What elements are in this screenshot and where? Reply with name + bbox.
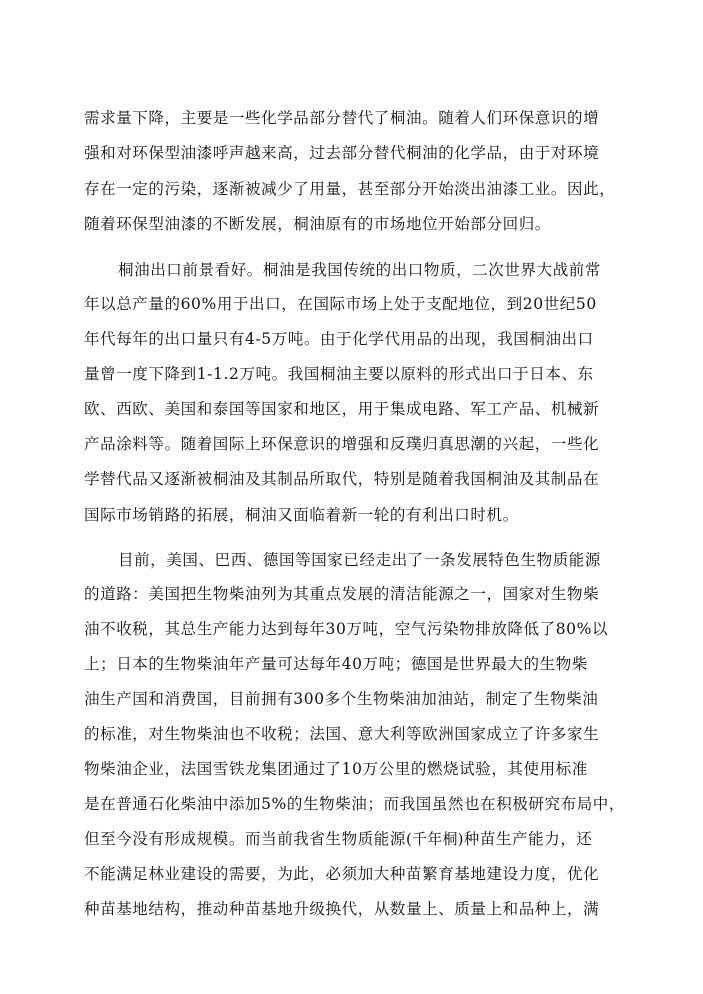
- text-line: 强和对环保型油漆呼声越来高，过去部分替代桐油的化学品，由于对环境: [84, 144, 600, 162]
- text-line: 的道路：美国把生物柴油列为其重点发展的清洁能源之一，国家对生物柴: [84, 585, 600, 603]
- text-segment: 但至今没有形成规模。而当前我省生物质能源: [84, 830, 407, 848]
- text-line: 不能满足林业建设的需要，为此，必须加大种苗繁育基地建设力度，优化: [84, 865, 600, 883]
- text-line: 随着环保型油漆的不断发展，桐油原有的市场地位开始部分回归。: [84, 215, 551, 233]
- text-line: 桐油出口前景看好。桐油是我国传统的出口物质，二次世界大战前常: [118, 261, 602, 279]
- text-line: 产品涂料等。随着国际上环保意识的增强和反璞归真思潮的兴起，一些化: [84, 435, 600, 453]
- text-line: 油不收税，其总生产能力达到每年30万吨，空气污染物排放降低了80%以: [84, 620, 609, 638]
- text-line: 学替代品又逐渐被桐油及其制品所取代，特别是随着我国桐油及其制品在: [84, 470, 600, 488]
- text-line: 目前，美国、巴西、德国等国家已经走出了一条发展特色生物质能源: [118, 551, 602, 569]
- text-line: 需求量下降，主要是一些化学品部分替代了桐油。随着人们环保意识的增: [84, 109, 600, 127]
- text-line: 年以总产量的60%用于出口，在国际市场上处于支配地位，到20世纪50: [84, 295, 597, 313]
- text-line: 种苗基地结构，推动种苗基地升级换代，从数量上、质量上和品种上，满: [84, 900, 600, 918]
- highlight-term: (千年桐): [406, 830, 464, 848]
- text-line: 国际市场销路的拓展，桐油又面临着新一轮的有利出口时机。: [84, 506, 519, 524]
- text-line: 存在一定的污染，逐渐被减少了用量，甚至部分开始淡出油漆工业。因此，: [84, 180, 616, 198]
- text-line: 是在普通石化柴油中添加5%的生物柴油；而我国虽然也在积极研究布局中，: [84, 795, 625, 813]
- text-line: 量曾一度下降到1-1.2万吨。我国桐油主要以原料的形式出口于日本、东: [84, 365, 594, 383]
- text-segment: 种苗生产能力，还: [463, 830, 593, 848]
- text-line: 油生产国和消费国，目前拥有300多个生物柴油加油站，制定了生物柴油: [84, 690, 599, 708]
- text-line: 年代每年的出口量只有4-5万吨。由于化学代用品的出现，我国桐油出口: [84, 330, 594, 348]
- text-line: 上；日本的生物柴油年产量可达每年40万吨；德国是世界最大的生物柴: [84, 655, 588, 673]
- text-line: [84, 829, 624, 849]
- text-line: 的标准，对生物柴油也不收税；法国、意大利等欧洲国家成立了许多家生: [84, 725, 600, 743]
- text-line: 欧、西欧、美国和泰国等国家和地区，用于集成电路、军工产品、机械新: [84, 400, 600, 418]
- text-line: 物柴油企业，法国雪铁龙集团通过了10万公里的燃烧试验，其使用标准: [84, 760, 588, 778]
